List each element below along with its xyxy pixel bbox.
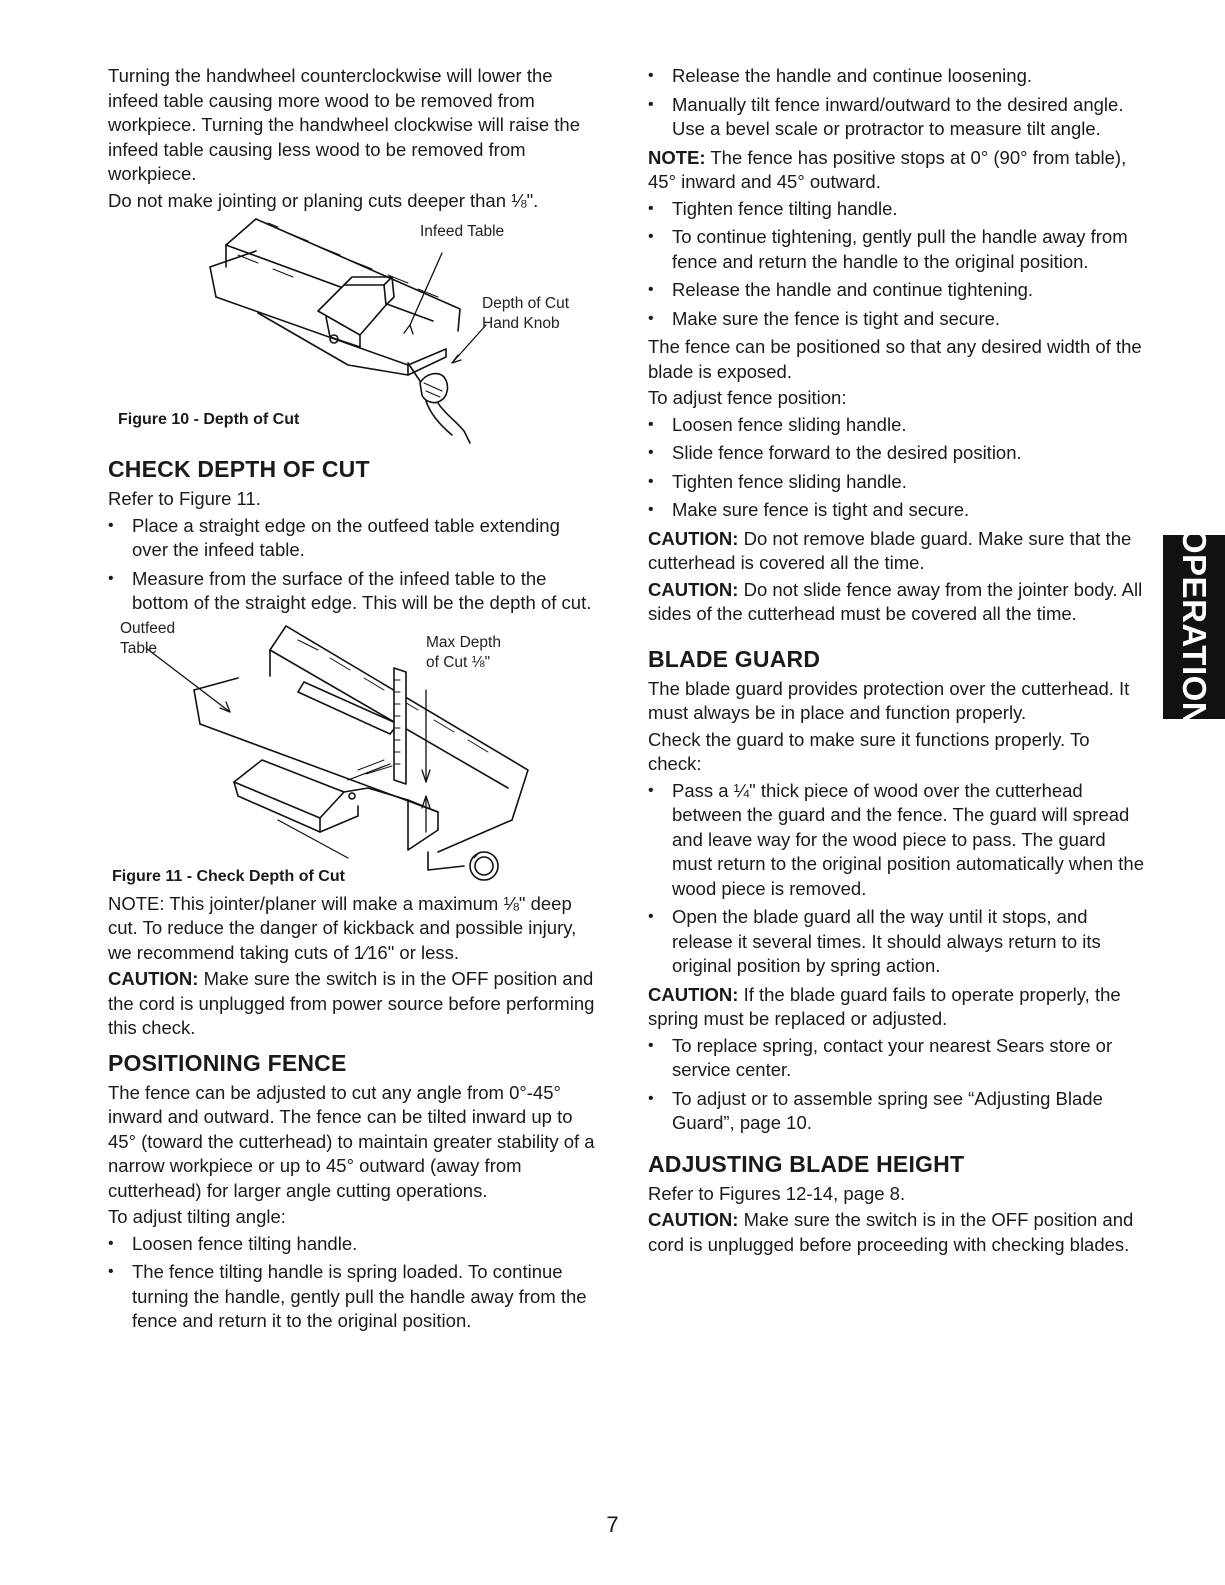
adjust-tilting-intro: To adjust tilting angle: [108,1206,286,1227]
label-hand-knob: Hand Knob [482,315,560,332]
label-depth-of-cut: Depth of Cut [482,295,570,312]
list-item: • Measure from the surface of the infeed table to the bottom of the straight edge. This will be the depth of cut. [108,567,598,616]
list-item: • Place a straight edge on the outfeed table extending over the infeed table. [108,514,598,563]
list-item: • Tighten fence tilting handle. [648,197,1148,222]
tightening-list [648,197,1148,332]
caution-paragraph [108,967,598,1041]
caution-text: Make sure the switch is in the OFF position and the cord is unplugged from power source before performing this check. [108,968,595,1038]
label-infeed-table: Infeed Table [420,223,505,240]
list-item: • Slide fence forward to the desired position. [648,441,1148,466]
right-column [648,64,1148,1259]
intro-warning: Do not make jointing or planing cuts deeper than ⅛". [108,189,539,211]
figure-10-caption: Figure 10 - Depth of Cut [118,411,300,428]
label-max-depth: Max Depth [426,633,501,651]
blade-guard-list [648,779,1148,979]
list-item: • To replace spring, contact your nearest Sears store or service center. [648,1034,1148,1083]
caution-spring [648,983,1148,1032]
caution-text: Do not slide fence away from the jointer body. All sides of the cutterhead must be covered all the time. [648,578,1143,624]
left-column [108,64,598,1338]
width-paragraph: The fence can be positioned so that any desired width of the blade is exposed. [648,336,1142,382]
list-item: • To continue tightening, gently pull the handle away from fence and return the handle to the original position. [648,225,1148,274]
check-depth-list [108,514,598,616]
note-paragraph: NOTE: This jointer/planer will make a maximum ⅛" deep cut. To reduce the danger of kickback and possible injury, we recommend taking cuts of 1⁄16" or less. [108,892,577,963]
blade-guard-paragraph: The blade guard provides protection over the cutterhead. It must always be in place and function properly. [648,677,1130,723]
label-of-cut: of Cut ⅛" [426,653,491,671]
tilting-list [108,1232,598,1334]
list-item: • The fence tilting handle is spring loaded. To continue turning the handle, gently pull the handle away from the fence and return it to the original position. [108,1260,598,1334]
figure-11-caption: Figure 11 - Check Depth of Cut [112,867,345,885]
section-tab-label: OPERATION [1176,527,1213,727]
note-stops [648,146,1148,195]
refer-figure-11: Refer to Figure 11. [108,488,261,509]
note-text: The fence has positive stops at 0° (90° from table), 45° inward and 45° outward. [648,146,1127,192]
figure-11 [108,620,598,890]
list-item: • Pass a ¼" thick piece of wood over the cutterhead between the guard and the fence. The guard will spread and leave way for the wood piece to pass. The guard must return to the original position automatically when the wood piece is removed. [648,779,1148,902]
blade-guard-check-intro: Check the guard to make sure it functions properly. To check: [648,728,1090,774]
position-list [648,413,1148,523]
caution-text: Make sure the switch is in the OFF position and cord is unplugged before proceeding with checking blades. [648,1209,1134,1255]
loosening-list [648,64,1148,142]
caution-blade-guard-remove [648,527,1148,576]
caution-label: CAUTION: [108,968,199,989]
caution-blade-height [648,1208,1148,1257]
list-item: • Manually tilt fence inward/outward to the desired angle. Use a bevel scale or protractor to measure tilt angle. [648,93,1148,142]
figure-10 [108,215,598,447]
figure-11-illustration [108,620,598,890]
list-item: • Release the handle and continue loosening. [648,64,1148,89]
list-item: • Loosen fence tilting handle. [108,1232,598,1257]
spring-list [648,1034,1148,1136]
list-item: • Release the handle and continue tightening. [648,278,1148,303]
list-item: • Loosen fence sliding handle. [648,413,1148,438]
section-tab-operation [1163,527,1225,727]
heading-adjusting-blade-height: ADJUSTING BLADE HEIGHT [648,1150,965,1177]
intro-paragraph: Turning the handwheel counterclockwise will lower the infeed table causing more wood to be removed from workpiece. Turning the handwheel clockwise will raise the infeed table causing less wood to be removed from workpiece. [108,65,580,184]
caution-label: CAUTION: [648,527,739,549]
caution-text: Do not remove blade guard. Make sure that the cutterhead is covered all the time. [648,527,1132,573]
caution-fence-slide [648,578,1148,627]
list-item: • Tighten fence sliding handle. [648,470,1148,495]
heading-blade-guard: BLADE GUARD [648,645,821,672]
positioning-paragraph: The fence can be adjusted to cut any angle from 0°-45° inward and outward. The fence can be tilted inward up to 45° (toward the cutterhead) to maintain greater stability of a narrow workpiece or up to 45° outward (away from cutterhead) for larger angle cutting operations. [108,1081,595,1201]
caution-label: CAUTION: [648,983,739,1005]
adjust-position-intro: To adjust fence position: [648,387,847,408]
list-item: • Make sure the fence is tight and secure. [648,307,1148,332]
heading-positioning-fence: POSITIONING FENCE [108,1049,347,1076]
page-number: 7 [606,1512,619,1537]
list-item: • Make sure fence is tight and secure. [648,498,1148,523]
note-label: NOTE: [648,146,706,168]
caution-text: If the blade guard fails to operate properly, the spring must be replaced or adjusted. [648,983,1121,1029]
list-item: • Open the blade guard all the way until it stops, and release it several times. It should always return to its original position by spring action. [648,905,1148,979]
refer-figures-12-14: Refer to Figures 12-14, page 8. [648,1182,906,1204]
caution-label: CAUTION: [648,578,739,600]
heading-check-depth: CHECK DEPTH OF CUT [108,456,370,482]
label-outfeed: Outfeed [120,619,176,637]
label-table: Table [120,639,158,657]
list-item: • To adjust or to assemble spring see “Adjusting Blade Guard”, page 10. [648,1087,1148,1136]
caution-label: CAUTION: [648,1209,739,1230]
